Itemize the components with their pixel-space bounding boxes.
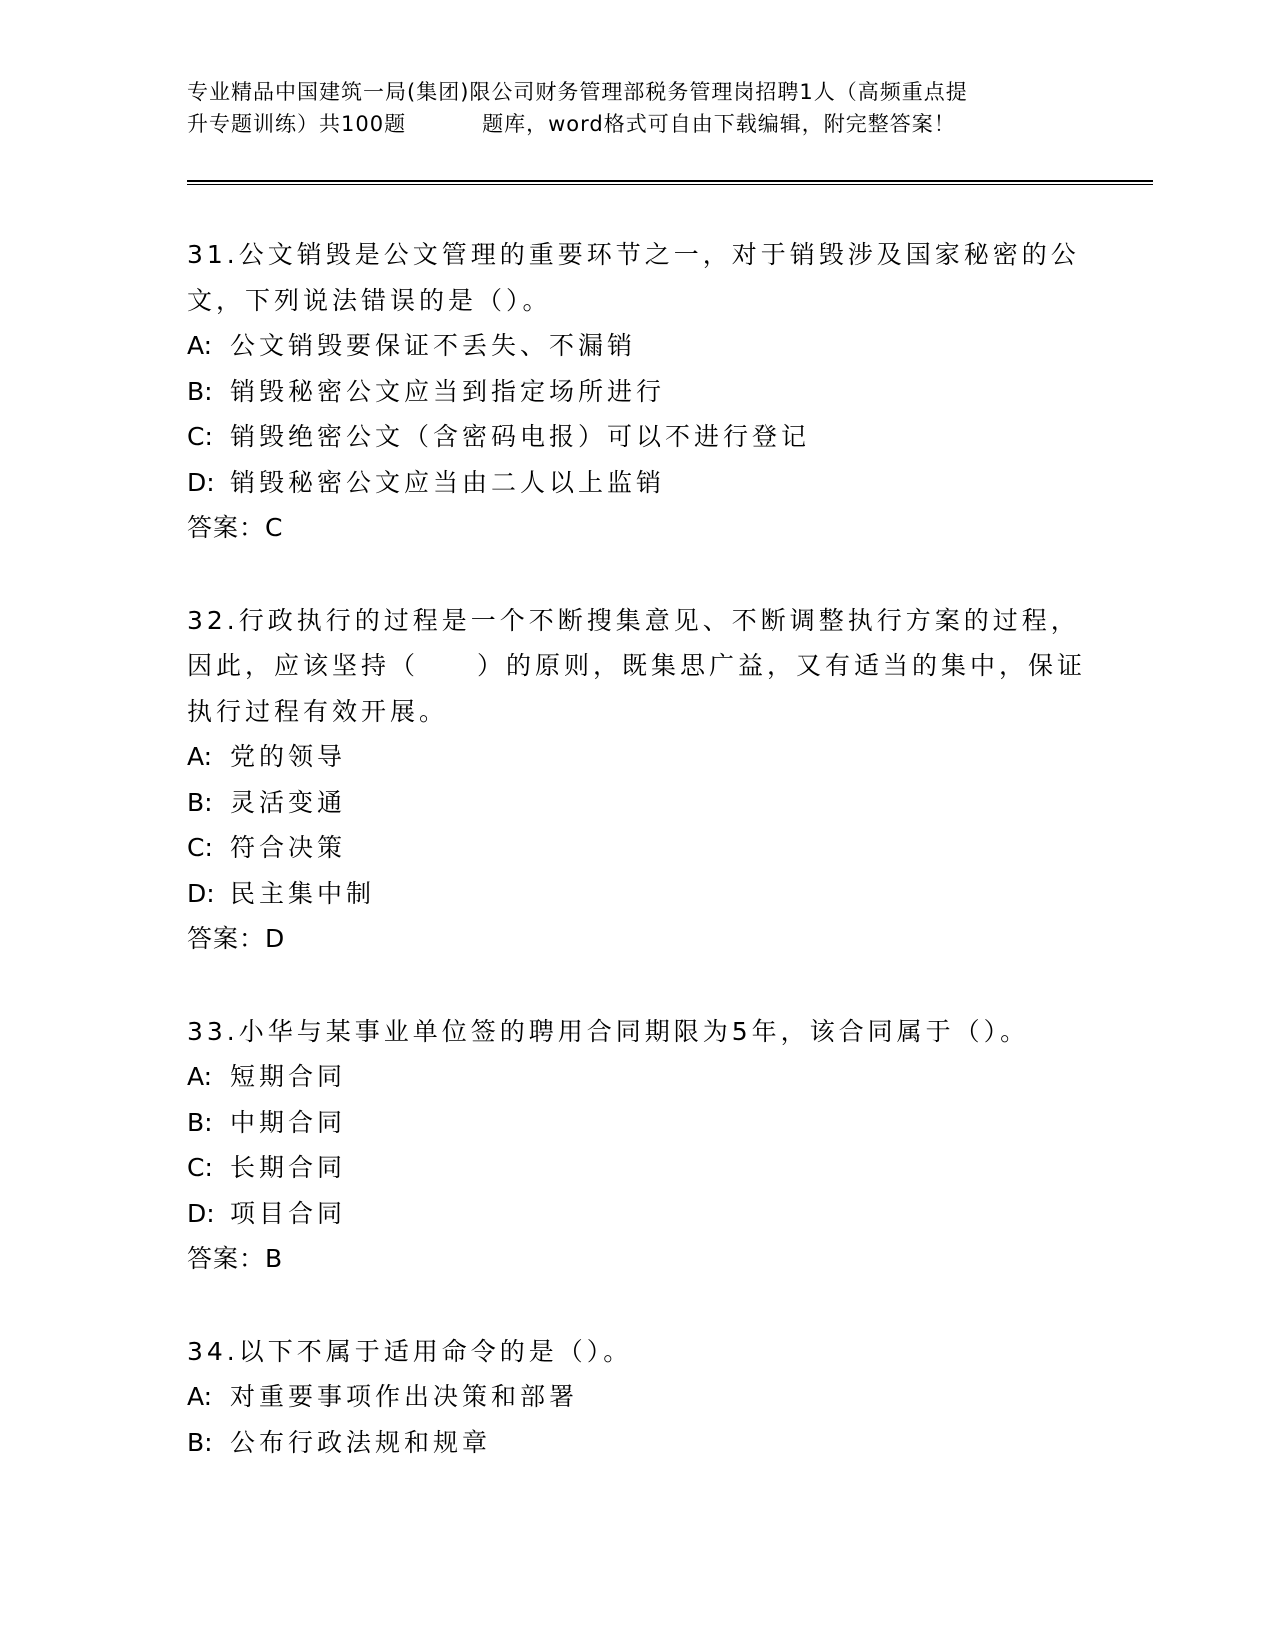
question-32 bbox=[187, 598, 1087, 962]
option-letter: B: bbox=[187, 376, 213, 406]
question-stem: 31.公文销毁是公文管理的重要环节之一，对于销毁涉及国家秘密的公文，下列说法错误的是（）。 bbox=[187, 240, 1080, 315]
option-text: 公布行政法规和规章 bbox=[230, 1427, 492, 1457]
option-text: 公文销毁要保证不丢失、不漏销 bbox=[230, 331, 637, 360]
option-letter: D: bbox=[187, 1198, 215, 1228]
question-31 bbox=[187, 232, 1087, 551]
question-34 bbox=[187, 1329, 1087, 1466]
option-letter: B: bbox=[187, 1427, 213, 1457]
question-33 bbox=[187, 1009, 1087, 1282]
question-stem: 33.小华与某事业单位签的聘用合同期限为5年，该合同属于（）。 bbox=[187, 1016, 1030, 1046]
option-text: 销毁绝密公文（含密码电报）可以不进行登记 bbox=[230, 422, 811, 451]
option-letter: A: bbox=[187, 742, 213, 771]
header-line-2-left: 升专题训练）共100题 bbox=[187, 112, 407, 136]
option-a bbox=[187, 734, 1087, 780]
header-line-2-right: 题库，word格式可自由下载编辑，附完整答案！ bbox=[482, 112, 956, 136]
option-letter: C: bbox=[187, 833, 213, 862]
option-letter: B: bbox=[187, 1107, 213, 1137]
option-text: 灵活变通 bbox=[230, 787, 347, 817]
option-b bbox=[187, 369, 1087, 415]
option-letter: A: bbox=[187, 331, 213, 360]
option-text: 项目合同 bbox=[230, 1198, 347, 1228]
option-c bbox=[187, 825, 1087, 871]
option-text: 党的领导 bbox=[230, 742, 347, 771]
option-a bbox=[187, 1054, 1087, 1100]
option-text: 符合决策 bbox=[230, 833, 347, 862]
option-text: 民主集中制 bbox=[230, 878, 376, 908]
header-line-1: 专业精品中国建筑一局(集团)限公司财务管理部税务管理岗招聘1人（高频重点提 bbox=[187, 80, 968, 104]
option-letter: C: bbox=[187, 1153, 213, 1182]
option-letter: B: bbox=[187, 787, 213, 817]
option-c bbox=[187, 414, 1087, 460]
option-a bbox=[187, 323, 1087, 369]
option-b bbox=[187, 1100, 1087, 1146]
header-divider-thick bbox=[187, 180, 1153, 182]
option-letter: C: bbox=[187, 422, 213, 451]
answer-line: 答案：B bbox=[187, 1244, 284, 1273]
answer-line: 答案：D bbox=[187, 924, 286, 953]
header-divider-thin bbox=[187, 184, 1153, 185]
question-stem: 34.以下不属于适用命令的是（）。 bbox=[187, 1336, 633, 1366]
option-letter: A: bbox=[187, 1382, 213, 1411]
question-stem: 32.行政执行的过程是一个不断搜集意见、不断调整执行方案的过程，因此，应该坚持（ ）的原则，既集思广益，又有适当的集中，保证执行过程有效开展。 bbox=[187, 605, 1087, 726]
answer-line: 答案：C bbox=[187, 513, 284, 542]
option-text: 对重要事项作出决策和部署 bbox=[230, 1382, 579, 1411]
document-header bbox=[187, 76, 1087, 140]
option-d bbox=[187, 871, 1087, 917]
option-text: 中期合同 bbox=[230, 1107, 347, 1137]
option-b bbox=[187, 780, 1087, 826]
option-letter: A: bbox=[187, 1062, 213, 1091]
question-list bbox=[187, 232, 1087, 1512]
option-c bbox=[187, 1145, 1087, 1191]
option-d bbox=[187, 460, 1087, 506]
option-text: 销毁秘密公文应当到指定场所进行 bbox=[230, 376, 666, 406]
option-a bbox=[187, 1374, 1087, 1420]
option-letter: D: bbox=[187, 878, 215, 908]
option-text: 短期合同 bbox=[230, 1062, 347, 1091]
option-text: 销毁秘密公文应当由二人以上监销 bbox=[230, 467, 666, 497]
header-line-2 bbox=[187, 108, 1087, 140]
option-letter: D: bbox=[187, 467, 215, 497]
option-d bbox=[187, 1191, 1087, 1237]
option-text: 长期合同 bbox=[230, 1153, 347, 1182]
option-b bbox=[187, 1420, 1087, 1466]
